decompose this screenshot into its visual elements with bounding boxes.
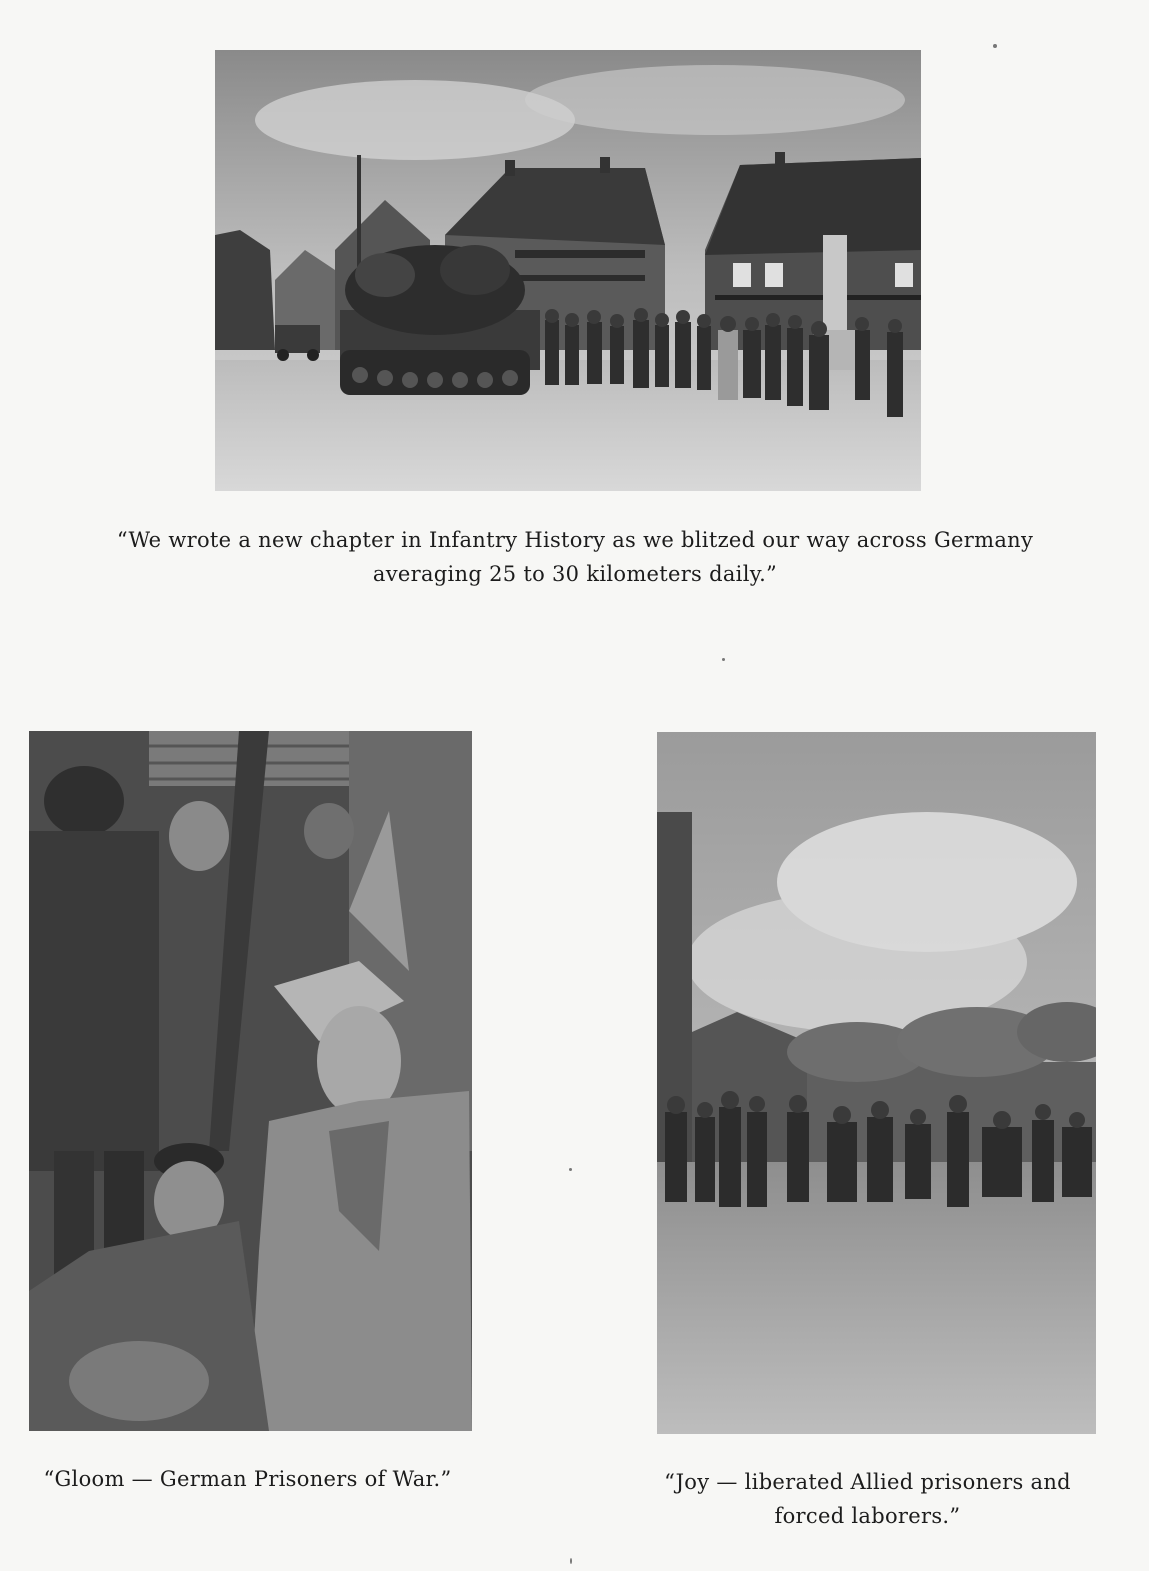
photo-tank-village-image [215,50,921,491]
print-speck [722,658,725,661]
photo-german-prisoners [29,731,472,1431]
caption-right [630,1465,1105,1533]
caption-top-line-2: averaging 25 to 30 kilometers daily.” [372,562,778,586]
caption-top-line-1: “We wrote a new chapter in Infantry History as we blitzed our way across Germany [116,528,1034,552]
photo-liberated-prisoners [657,732,1096,1434]
photo-liberated-prisoners-image [657,732,1096,1434]
caption-right-line-1: “Joy — liberated Allied prisoners and [664,1470,1071,1494]
photo-tank-village [215,50,921,491]
caption-left-text: “Gloom — German Prisoners of War.” [43,1467,452,1491]
caption-top [30,523,1120,591]
print-speck [570,1558,572,1564]
caption-right-line-2: forced laborers.” [774,1504,961,1528]
print-speck [569,1168,572,1171]
print-speck [993,44,997,48]
caption-left [10,1462,485,1496]
photo-german-prisoners-image [29,731,472,1431]
